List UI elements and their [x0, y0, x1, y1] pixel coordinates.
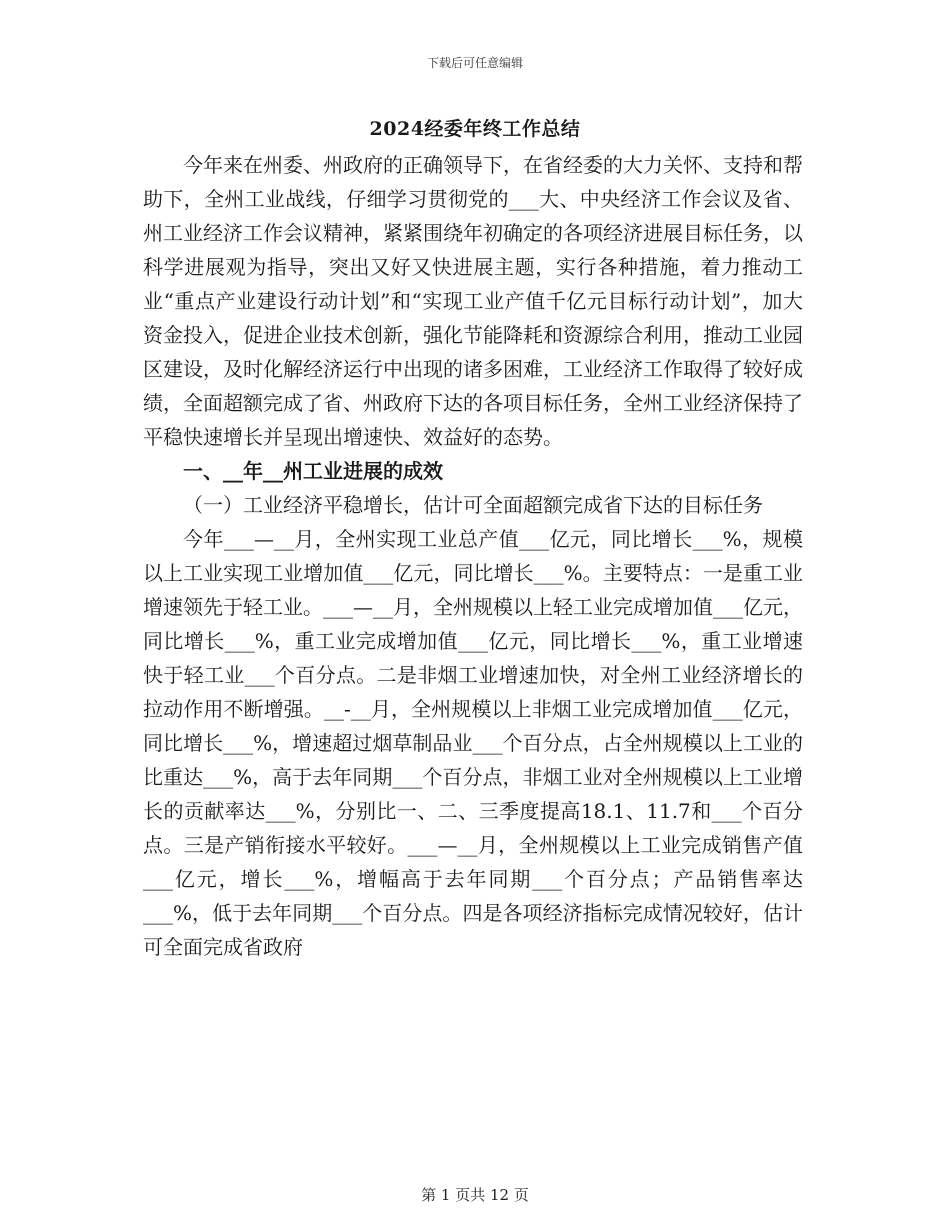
intro-paragraph: 今年来在州委、州政府的正确领导下，在省经委的大力关怀、支持和帮助下，全州工业战线，仔细学习贯彻党的___大、中央经济工作会议及省、州工业经济工作会议精神，紧紧围绕年初确定的各项经济进展目标任务，以科学进展观为指导，突出又好又快进展主题，实行各种措施，着力推动工业“重点产业建设行动计划”和“实现工业产值千亿元目标行动计划”，加大资金投入，促进企业技术创新，强化节能降耗和资源综合利用，推动工业园区建设，及时化解经济运行中出现的诸多困难，工业经济工作取得了较好成绩，全面超额完成了省、州政府下达的各项目标任务，全州工业经济保持了平稳快速增长并呈现出增速快、效益好的态势。 [143, 153, 803, 449]
subsection-heading: （一）工业经济平稳增长，估计可全面超额完成省下达的目标任务 [183, 493, 763, 517]
document-title: 2024经委年终工作总结 [369, 118, 581, 140]
section-heading: 一、__年__州工业进展的成效 [183, 459, 443, 483]
page-header: 下载后可任意编辑 [426, 56, 523, 70]
body-paragraph: 今年___—__月，全州实现工业总产值___亿元，同比增长___%，规模以上工业实现工业增加值___亿元，同比增长___%。主要特点：一是重工业增速领先于轻工业。___—__月，全州规模以上轻工业完成增加值___亿元，同比增长___%，重工业完成增加值___亿元，同比增长___%，重工业增速快于轻工业___个百分点。二是非烟工业增速加快，对全州工业经济增长的拉动作用不断增强。__-__月，全州规模以上非烟工业完成增加值___亿元，同比增长___%，增速超过烟草制品业___个百分点，占全州规模以上工业的比重达___%，高于去年同期___个百分点，非烟工业对全州规模以上工业增长的贡献率达___%，分别比一、二、三季度提高18.1、11.7和___个百分点。三是产销衔接水平较好。___—__月，全州规模以上工业完成销售产值___亿元，增长___%，增幅高于去年同期___个百分点；产品销售率达___%，低于去年同期___个百分点。四是各项经济指标完成情况较好，估计可全面完成省政府 [143, 527, 803, 959]
page-footer: 第 1 页共 12 页 [421, 1186, 529, 1204]
document-body [143, 148, 803, 964]
